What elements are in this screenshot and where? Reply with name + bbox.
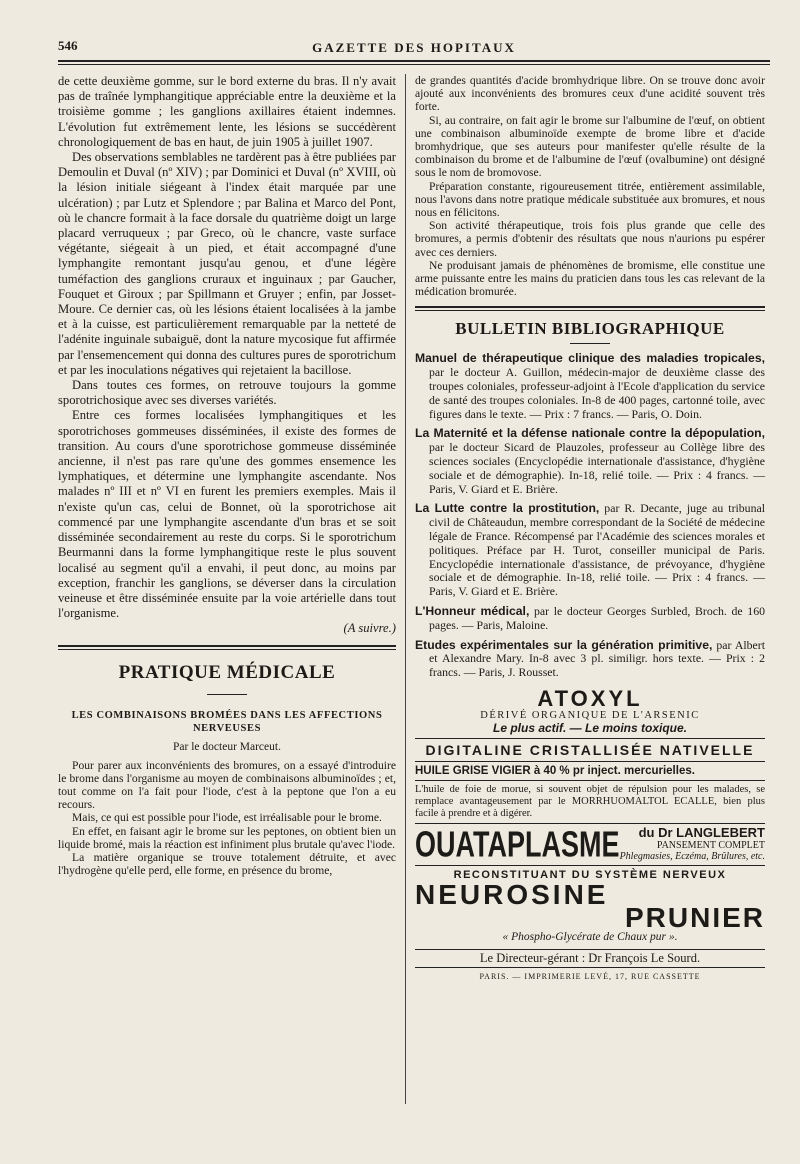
ad-divider (415, 780, 765, 781)
column-divider (405, 74, 406, 1104)
left-column (58, 74, 396, 877)
bib-text: par le docteur Sicard de Plauzoles, professeur au Collège libre des sciences sociales (Encyclopédie internationale d'assistance, d'hygiène sociale et de démographie). In-18, relié toile. — Prix : 4 francs. — Paris, V. Giard et E. Brière. (429, 440, 765, 496)
paragraph: Mais, ce qui est possible pour l'iode, est irréalisable pour le brome. (72, 811, 382, 825)
ad-morrhuomaltol: L'huile de foie de morue, si souvent objet de répulsion pour les malades, se remplace avantageusement par le MORRHUOMALTOL ECALLE, bien plus facile à prendre et à digérer. (415, 783, 765, 819)
paragraph: Des observations semblables ne tardèrent pas à être publiées par Demoulin et Duval (nº XIV) ; par Dominici et Duval (nº XVIII, où la lésion initiale siégeant à l'index était marquée par une ulcération) ; par Lutz et Splendore ; par Balina et Marco del Pont, où le chancre formait à la face dorsale du quatrième doigt un large placard verruqueux ; par Greco, où le chancre, vaste surface végétante, siégeait à un pied, et était accompagné d'une lymphangite remontant jusqu'au genou, et d'une légère tuméfaction des ganglions cruraux et inguinaux ; par Gaucher, Fouquet et Giroux ; par Spillmann et Gruyer ; enfin, par Josset-Moure. Ce dernier cas, où les lésions étaient localisées à la jambe et à la cuisse, est particulièrement remarquable par la netteté de l'adénite inguinale subaiguë, dont la nature mycosique fut affirmée par l'ensemencement qui donna des cultures pures de sporotrichum et par les inoculations négatives qui rejetaient la bacillose. (58, 150, 396, 377)
bib-title: La Maternité et la défense nationale contre la dépopulation, (415, 426, 765, 441)
bib-title: La Lutte contre la prostitution, (415, 501, 600, 516)
header-rule (58, 60, 770, 62)
paragraph: Pour parer aux inconvénients des bromures, on a essayé d'introduire le brome dans l'organisme au moyen de combinaisons albuminoïdes ; et, tout comme on l'a fait pour l'iode, c'est à la peptone que l'on a eu recours. (58, 758, 396, 812)
printer-line: PARIS. — IMPRIMERIE LEVÉ, 17, RUE CASSETTE (479, 971, 701, 981)
bib-entry (415, 605, 765, 633)
ad-langlebert (619, 824, 765, 862)
paragraph: de grandes quantités d'acide bromhydrique libre. On se trouve donc avoir ajouté aux inconvénients des bromures ceux d'une acidité souvent très forte. (415, 74, 765, 114)
ad-pansement: PANSEMENT COMPLET (656, 839, 765, 851)
bib-text: par le docteur A. Guillon, médecin-major de deuxième classe des troupes coloniales, professeur-adjoint à l'Ecole d'application du service de santé des troupes coloniales. In-8 de 400 pages, cartonné toile, avec figures dans le texte. — Prix : 7 francs. — Paris, O. Doin. (429, 365, 765, 421)
ad-ouataplasme-name: OUATAPLASME (415, 824, 620, 865)
ad-divider (415, 761, 765, 762)
paragraph: La matière organique se trouve totalement détruite, et avec l'hydrogène qu'elle perd, elle forme, en présence du brome, (58, 850, 396, 878)
bib-text: par Albert et Alexandre Mary. In-8 avec 3 pl. similigr. hors texte. — Prix : 2 francs. — Paris, J. Rousset. (429, 637, 765, 680)
ad-digitaline: DIGITALINE CRISTALLISÉE NATIVELLE (425, 741, 755, 758)
paragraph: Entre ces formes localisées lymphangitiques et les sporotrichoses gommeuses disséminées, il existe des formes de transition. Au cours d'une sporotrichose gommeuse disséminée ancienne, il n'est pas rare qu'une des gommes ensemence les lymphatiques, et détermine une lymphangite ascendante. Nos malades nº III et nº VI en furent les premiers exemples. Mais il n'existe qu'un cas, celui de Bonnet, où la sporotrichose ait commencé par une lymphangite ascendante d'un bras et se soit disséminée secondairement au reste du corps. Si le sporotrichum Beurmanni dans la forme lymphangitique reste le plus souvent localisé au segment qu'il a envahi, il peut donc, au moins par exception, franchir les ganglions, se déverser dans la circulation veineuse et être disséminée ensuite par la voie artérielle dans tout l'organisme. (58, 408, 396, 621)
ad-divider (415, 865, 765, 866)
bib-text: par R. Decante, juge au tribunal civil de Châteaudun, membre correspondant de la Société de médecine légale de France. Récompensé par l'Académie des sciences morales et politiques. Préface par H. Turot, conseiller municipal de Paris. Encyclopédie internationale d'assistance, de prévoyance, d'hygiène sociale et de démographie. In-18, relié toile. — Prix : 4 francs. — Paris, V. Giard et E. Brière. (429, 501, 765, 599)
bib-title: Manuel de thérapeutique clinique des maladies tropicales, (415, 351, 765, 366)
paragraph: Dans toutes ces formes, on retrouve toujours la gomme sporotrichosique avec ses diverses variétés. (58, 378, 396, 408)
running-title: GAZETTE DES HOPITAUX (312, 40, 516, 55)
paragraph: Ne produisant jamais de phénomènes de bromisme, elle constitue une arme puissante entre les mains du praticien dans tous les cas relevant de la médication bromurée. (415, 258, 765, 299)
advertisements (415, 685, 765, 981)
title-rule (570, 343, 610, 344)
bib-entry (415, 352, 765, 421)
ad-phospho: « Phospho-Glycérate de Chaux pur ». (502, 930, 678, 943)
paragraph: Son activité thérapeutique, trois fois plus grande que celle des bromures, a permis d'obtenir des résultats que nous n'aurions pu espérer avec ces derniers. (415, 219, 765, 259)
bib-text: par le docteur Georges Surbled, Broch. de 160 pages. — Paris, Maloine. (429, 604, 765, 632)
ad-langlebert-name: du Dr LANGLEBERT (638, 824, 765, 840)
section-rule (415, 306, 765, 311)
byline: Par le docteur Marceut. (173, 740, 281, 753)
bulletin-title: BULLETIN BIBLIOGRAPHIQUE (455, 319, 725, 339)
bib-entry (415, 639, 765, 680)
director-line: Le Directeur-gérant : Dr François Le Sourd. (415, 949, 765, 968)
ad-atoxyl: ATOXYL (537, 685, 643, 711)
ad-divider (415, 738, 765, 739)
ad-prunier: PRUNIER (624, 901, 765, 933)
paragraph: Si, au contraire, on fait agir le brome sur l'albumine de l'œuf, on obtient une combinaison albuminoïde exempte de brome libre et d'acide bromhydrique, que ses auteurs pour manifester qu'elle résulte de la combinaison du brome et de l'albumine de l'œuf (ovalbumine) ont désigné sous le nom de bromovose. (415, 113, 765, 180)
article-title: LES COMBINAISONS BROMÉES DANS LES AFFECTIONS NERVEUSES (71, 709, 383, 734)
bib-entry (415, 427, 765, 496)
ad-reconstituant: RECONSTITUANT DU SYSTÈME NERVEUX (453, 868, 727, 881)
bib-title: Etudes expérimentales sur la génération primitive, (415, 637, 713, 652)
bib-entry (415, 502, 765, 599)
bib-title: L'Honneur médical, (415, 604, 530, 618)
right-column (415, 74, 765, 981)
section-title: PRATIQUE MÉDICALE (118, 661, 336, 683)
paragraph: Préparation constante, rigoureusement titrée, entièrement assimilable, nous l'avons dans notre pratique médicale substituée aux bromures, et nous nous en félicitons. (415, 179, 765, 220)
ad-neurosine: NEUROSINE (415, 878, 609, 910)
ad-atoxyl-tagline: Le plus actif. — Le moins toxique. (492, 720, 688, 735)
paragraph: En effet, en faisant agir le brome sur les peptones, on obtient bien un liquide bromé, mais la réaction est infiniment plus brutale qu'avec l'iode. (58, 824, 396, 851)
section-rule (58, 645, 396, 650)
header-rule-thin (58, 64, 770, 65)
title-rule (207, 694, 247, 695)
to-be-continued: (A suivre.) (343, 621, 396, 636)
ad-phlegmasies: Phlegmasies, Eczéma, Brûlures, etc. (619, 850, 765, 862)
ad-huile-grise: HUILE GRISE VIGIER à 40 % pr inject. mercurielles. (415, 764, 695, 777)
paragraph: de cette deuxième gomme, sur le bord externe du bras. Il n'y avait pas de traînée lymphangitique appréciable entre la deuxième et la troisième gomme ; les ganglions axillaires étaient indemnes. L'évolution fut extrêmement lente, les lésions se succédèrent chronologiquement de bas en haut, de juin 1905 à juillet 1907. (58, 74, 396, 149)
ad-atoxyl-subtitle: DÉRIVÉ ORGANIQUE DE L'ARSENIC (480, 709, 700, 721)
ad-ouataplasme (415, 824, 765, 865)
page-number: 546 (58, 38, 78, 53)
